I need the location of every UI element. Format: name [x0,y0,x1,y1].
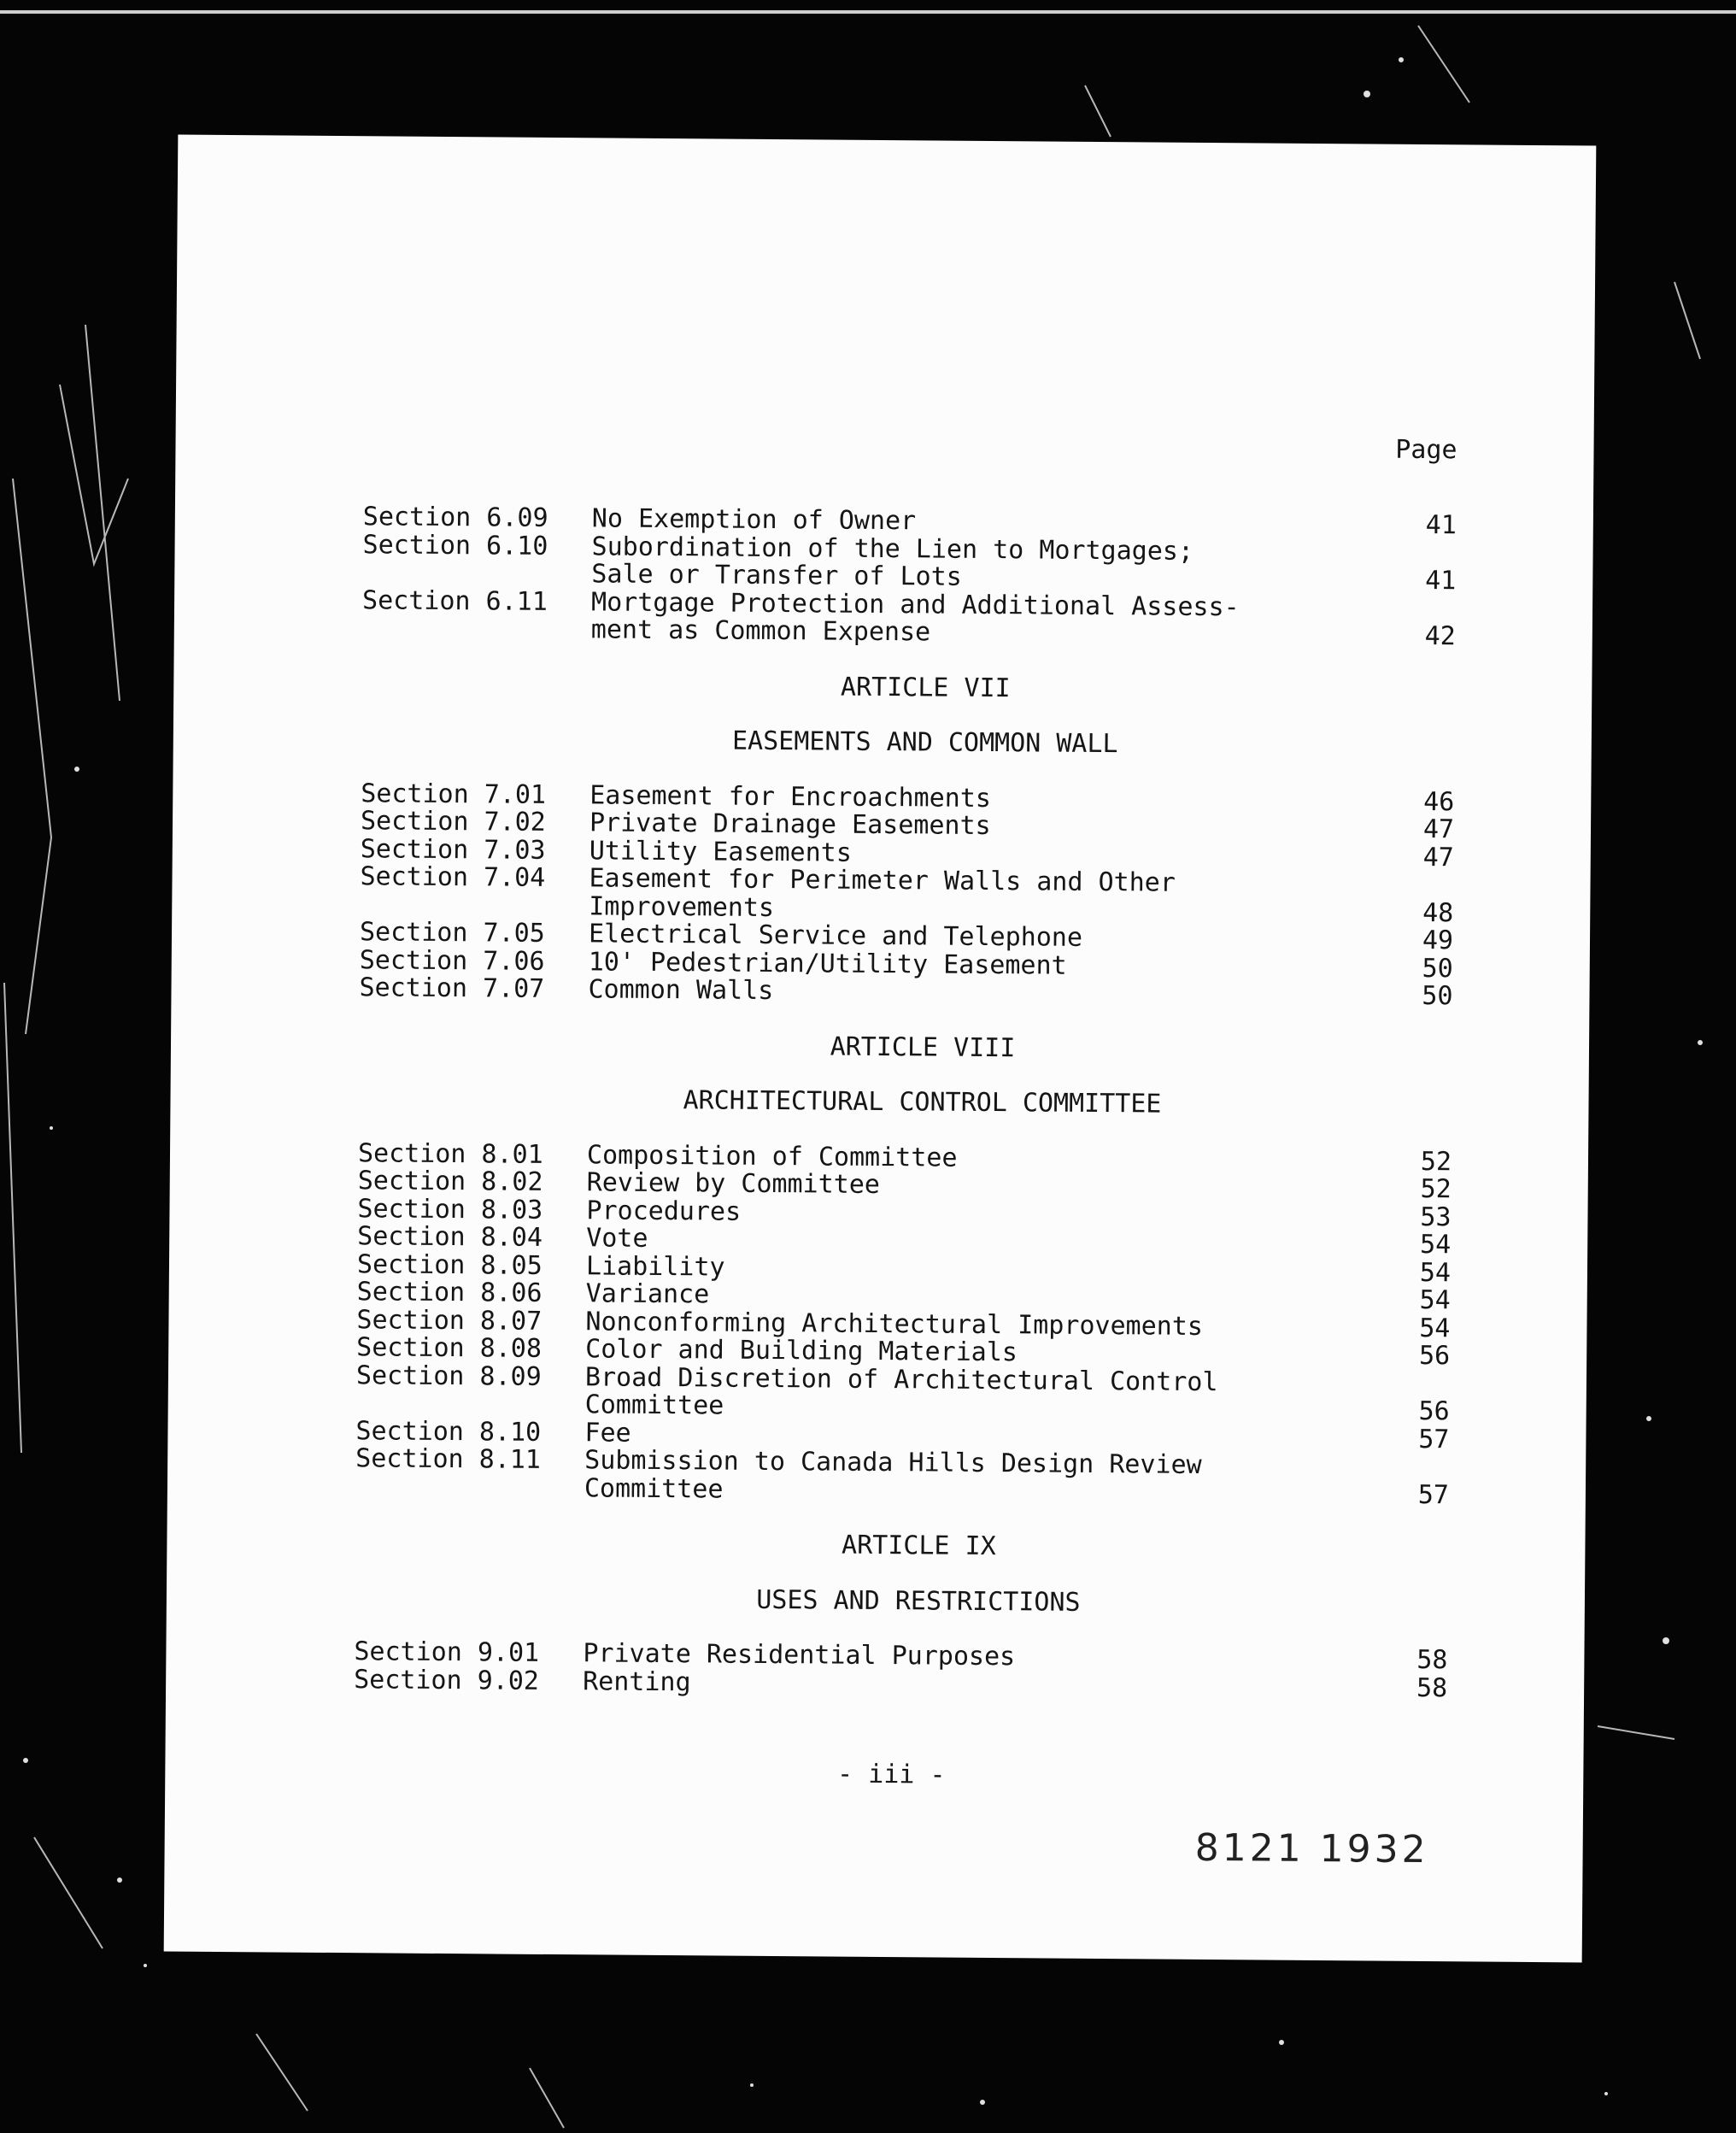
page-number: 57 [1417,1479,1450,1510]
page-number: 47 [1422,814,1455,845]
page-folio: - iii - [836,1759,946,1790]
section-title-line: Committee [584,1472,724,1505]
section-number: Section 7.01 [361,778,547,810]
section-title-line: Electrical Service and Telephone [588,919,1083,953]
section-title-line: Variance [585,1278,710,1310]
page-number: 54 [1419,1284,1451,1316]
section-number: Section 8.01 [357,1137,543,1170]
page-number: 54 [1419,1257,1452,1288]
page-number: 58 [1416,1672,1448,1703]
section-number: Section 7.03 [360,833,546,866]
section-number: Section 8.07 [356,1304,542,1337]
section-title-line: Easement for Encroachments [589,779,992,814]
page-number: 50 [1422,980,1453,1012]
section-title-line: Easement for Perimeter Walls and Other [589,863,1176,898]
section-number: Section 6.09 [362,502,548,533]
section-number: Section 8.08 [356,1332,542,1364]
page-number: 47 [1422,842,1454,873]
article-title: USES AND RESTRICTIONS [756,1584,1081,1618]
page-number: 42 [1424,620,1456,652]
article-title: EASEMENTS AND COMMON WALL [731,726,1118,760]
section-number: Section 7.02 [360,806,546,837]
section-title [590,586,1345,650]
section-title-line: Procedures [586,1195,742,1227]
page-number: 53 [1420,1202,1452,1232]
page-number: 49 [1422,925,1454,956]
section-title-line: Utility Easements [589,835,852,868]
section-number: Section 7.07 [359,972,545,1004]
page-number: 58 [1416,1644,1448,1676]
page-number: 48 [1422,897,1454,928]
section-number: Section 6.10 [362,529,548,561]
section-title [584,1361,1339,1425]
section-number: Section 9.02 [354,1664,540,1696]
section-title-line: Review by Committee [586,1167,881,1201]
section-number: Section 8.11 [355,1443,542,1475]
section-title-line: Color and Building Materials [585,1334,1018,1368]
page-column-heading: Page [1395,434,1457,466]
section-title-line: Broad Discretion of Architectural Control [584,1361,1218,1397]
table-of-contents [354,503,1457,1702]
section-title-line: Renting [583,1666,691,1697]
page-number: 56 [1418,1396,1450,1427]
section-number: Section 8.04 [357,1221,543,1253]
section-number: Section 8.02 [357,1166,543,1197]
section-title-line: 10' Pedestrian/Utility Easement [588,946,1067,981]
toc-entry [362,587,1456,651]
section-number: Section 9.01 [354,1636,540,1668]
section-number: Section 8.09 [355,1360,542,1392]
section-number: Section 8.10 [355,1415,542,1448]
page-number: 57 [1418,1424,1450,1454]
section-title [583,1668,1336,1701]
toc-entry [356,1362,1450,1426]
section-title-line: Composition of Committee [586,1139,958,1173]
section-title-line: Private Residential Purposes [583,1638,1016,1672]
section-number: Section 7.05 [359,917,545,949]
page-number: 50 [1422,953,1453,984]
section-title-line: Subordination of the Lien to Mortgages; [591,531,1194,567]
section-title [588,976,1341,1009]
page-number: 54 [1419,1313,1451,1343]
section-number: Section 8.03 [357,1193,543,1225]
section-number: Section 8.06 [356,1277,542,1308]
section-title-line: No Exemption of Owner [591,503,917,537]
section-title-line: Submission to Canada Hills Design Review [584,1445,1202,1480]
article-number: ARTICLE VII [840,672,1011,703]
section-title-line: Nonconforming Architectural Improvements [585,1306,1204,1342]
page-number: 46 [1423,786,1455,817]
section-number: Section 8.05 [356,1249,542,1281]
section-title-line: Committee [584,1390,724,1421]
document-page [164,135,1597,1963]
section-title-line: Improvements [589,890,775,923]
section-title-line: ment as Common Expense [590,614,931,648]
section-title-line: Common Walls [588,974,774,1007]
document-number: 8121 1932 [1194,1825,1429,1872]
page-number: 41 [1425,509,1457,541]
page-number: 54 [1419,1229,1452,1260]
section-number: Section 6.11 [361,585,548,617]
article-title: ARCHITECTURAL CONTROL COMMITTEE [683,1085,1162,1119]
page-number: 56 [1418,1340,1451,1372]
section-title [591,533,1345,595]
section-title-line: Private Drainage Easements [589,808,991,842]
toc-entry [362,529,1457,596]
article-number: ARTICLE IX [841,1530,996,1562]
section-title-line: Mortgage Protection and Additional Assess- [590,586,1240,622]
section-title-line: Fee [584,1417,631,1448]
section-number: Section 7.04 [360,861,546,893]
section-title-line: Sale or Transfer of Lots [591,559,962,592]
page-number: 41 [1425,565,1457,596]
section-title [589,865,1342,926]
section-title-line: Liability [585,1250,725,1283]
page-number: 52 [1420,1146,1452,1177]
section-title [584,1447,1338,1508]
section-title-line: Vote [586,1223,648,1254]
article-number: ARTICLE VIII [830,1031,1016,1063]
toc-entry [355,1445,1449,1509]
section-number: Section 7.06 [359,944,545,977]
page-number: 52 [1420,1173,1452,1205]
